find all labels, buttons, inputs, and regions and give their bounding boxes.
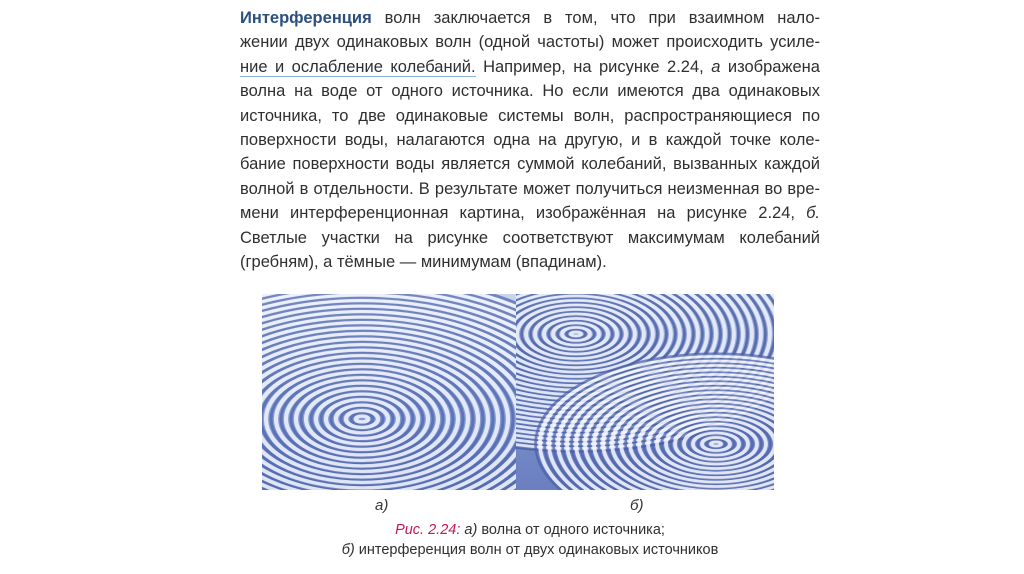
interference-pattern-image (516, 294, 774, 490)
text-line: жении двух одинаковых волн (одной частоты) может происходить усиле- (240, 33, 820, 52)
figure-ref-letter: а (711, 57, 721, 76)
text-line (240, 55, 820, 79)
text-run: Например, на рисунке 2.24, (483, 57, 704, 76)
text-line: бание поверхности воды является суммой колебаний, вызванных каждой (240, 155, 820, 174)
underlined-definition: ние и ослабление колебаний. (240, 57, 476, 76)
figure-label-a: а) (375, 497, 389, 514)
text-line: (гребням), а тёмные — минимумам (впадинам). (240, 253, 607, 272)
body-paragraph (240, 6, 820, 274)
text-line: волна на воде от одного источника. Но если имеются два одинаковых (240, 82, 820, 101)
figure-ref-letter: б. (806, 204, 820, 223)
text-line (240, 6, 820, 30)
wave-ripples-single (262, 294, 520, 490)
text-run: мени интерференционная картина, изображённая на рисунке 2.24, (240, 204, 795, 223)
text-run: изображена (727, 57, 820, 76)
text-line: источника, то две одинаковые системы волн, распространяющиеся по (240, 106, 820, 125)
wave-ripples-interference (516, 294, 774, 490)
caption-text-b: интерференция волн от двух одинаковых источников (358, 542, 719, 558)
caption-letter-a: а) (464, 522, 478, 538)
single-source-wave-image (262, 294, 520, 490)
term-interference: Интерференция (240, 9, 372, 27)
figure-caption-line1 (240, 522, 820, 538)
figure-caption-line2 (240, 542, 820, 558)
caption-letter-b: б) (341, 542, 355, 558)
text-line: волной в отдельности. В результате может получиться неизменная во вре- (240, 179, 820, 198)
text-line: поверхности воды, налагаются одна на другую, и в каждой точке коле- (240, 131, 820, 150)
text-line: Светлые участки на рисунке соответствуют максимумам колебаний (240, 228, 820, 247)
caption-text-a: волна от одного источника; (481, 522, 665, 538)
text-run: волн заключается в том, что при взаимном нало- (384, 9, 820, 27)
text-line (240, 201, 820, 225)
caption-figure-ref: Рис. 2.24: (395, 522, 461, 538)
figure-label-b: б) (630, 497, 644, 514)
